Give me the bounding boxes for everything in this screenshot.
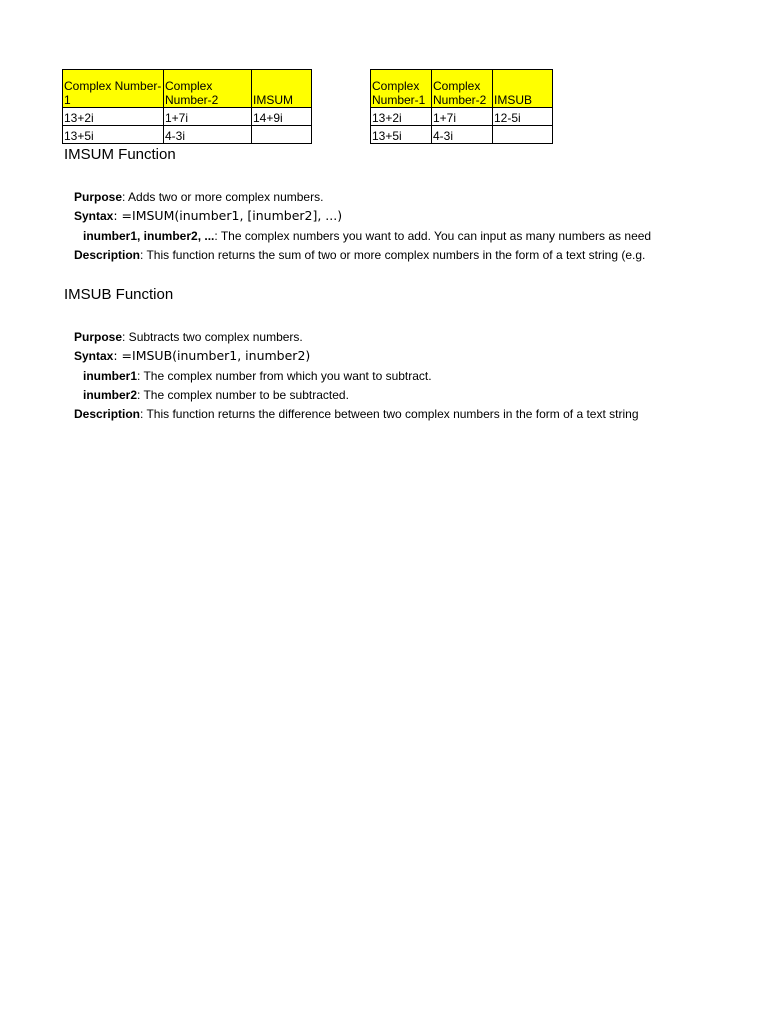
header-cell[interactable]: Complex Number-2 [432, 70, 493, 108]
syntax-label: Syntax [74, 349, 114, 363]
table-cell[interactable] [252, 126, 312, 144]
header-cell[interactable]: Complex Number-1 [63, 70, 164, 108]
description-text: : This function returns the sum of two or more complex numbers in the form of a text string (e.g. [140, 248, 646, 262]
imsum-syntax [74, 208, 674, 224]
purpose-text: : Subtracts two complex numbers. [122, 330, 303, 344]
table-cell[interactable]: 1+7i [432, 108, 493, 126]
imsub-table [370, 69, 553, 144]
argument-text: : The complex numbers you want to add. You can input as many numbers as need [214, 229, 652, 243]
table-header-row [63, 70, 312, 108]
table-cell[interactable]: 1+7i [164, 108, 252, 126]
header-cell[interactable]: Complex Number-1 [371, 70, 432, 108]
imsub-syntax [74, 348, 674, 364]
imsum-description [74, 247, 674, 263]
imsub-description [74, 406, 674, 422]
table-row [371, 126, 553, 144]
imsub-section-title: IMSUB Function [64, 286, 174, 303]
imsum-section-title: IMSUM Function [64, 146, 176, 163]
argument-text: : The complex number to be subtracted. [137, 388, 349, 402]
purpose-label: Purpose [74, 330, 123, 344]
syntax-text: : =IMSUM(inumber1, [inumber2], ...) [113, 208, 343, 223]
purpose-label: Purpose [74, 190, 123, 204]
table-cell[interactable] [493, 126, 553, 144]
table-cell[interactable]: 13+5i [63, 126, 164, 144]
table-cell[interactable]: 4-3i [432, 126, 493, 144]
header-cell[interactable]: Complex Number-2 [164, 70, 252, 108]
imsum-purpose [74, 189, 674, 205]
imsub-argument-1 [83, 368, 674, 384]
argument-label: inumber2 [83, 388, 138, 402]
table-cell[interactable]: 13+5i [371, 126, 432, 144]
imsub-purpose [74, 329, 674, 345]
table-cell[interactable]: 12-5i [493, 108, 553, 126]
imsub-argument-2 [83, 387, 674, 403]
imsum-argument [83, 228, 674, 244]
table-row [63, 108, 312, 126]
table-cell[interactable]: 14+9i [252, 108, 312, 126]
argument-label: inumber1 [83, 369, 138, 383]
description-text: : This function returns the difference between two complex numbers in the form of a text string [140, 407, 639, 421]
description-label: Description [74, 407, 141, 421]
header-cell[interactable]: IMSUB [493, 70, 553, 108]
table-row [63, 126, 312, 144]
table-cell[interactable]: 13+2i [371, 108, 432, 126]
purpose-text: : Adds two or more complex numbers. [122, 190, 324, 204]
imsum-table [62, 69, 312, 144]
syntax-text: : =IMSUB(inumber1, inumber2) [113, 348, 311, 363]
syntax-label: Syntax [74, 209, 114, 223]
argument-label: inumber1, inumber2, ... [83, 229, 215, 243]
header-cell[interactable]: IMSUM [252, 70, 312, 108]
table-header-row [371, 70, 553, 108]
table-cell[interactable]: 4-3i [164, 126, 252, 144]
table-row [371, 108, 553, 126]
argument-text: : The complex number from which you want to subtract. [137, 369, 432, 383]
table-cell[interactable]: 13+2i [63, 108, 164, 126]
description-label: Description [74, 248, 141, 262]
